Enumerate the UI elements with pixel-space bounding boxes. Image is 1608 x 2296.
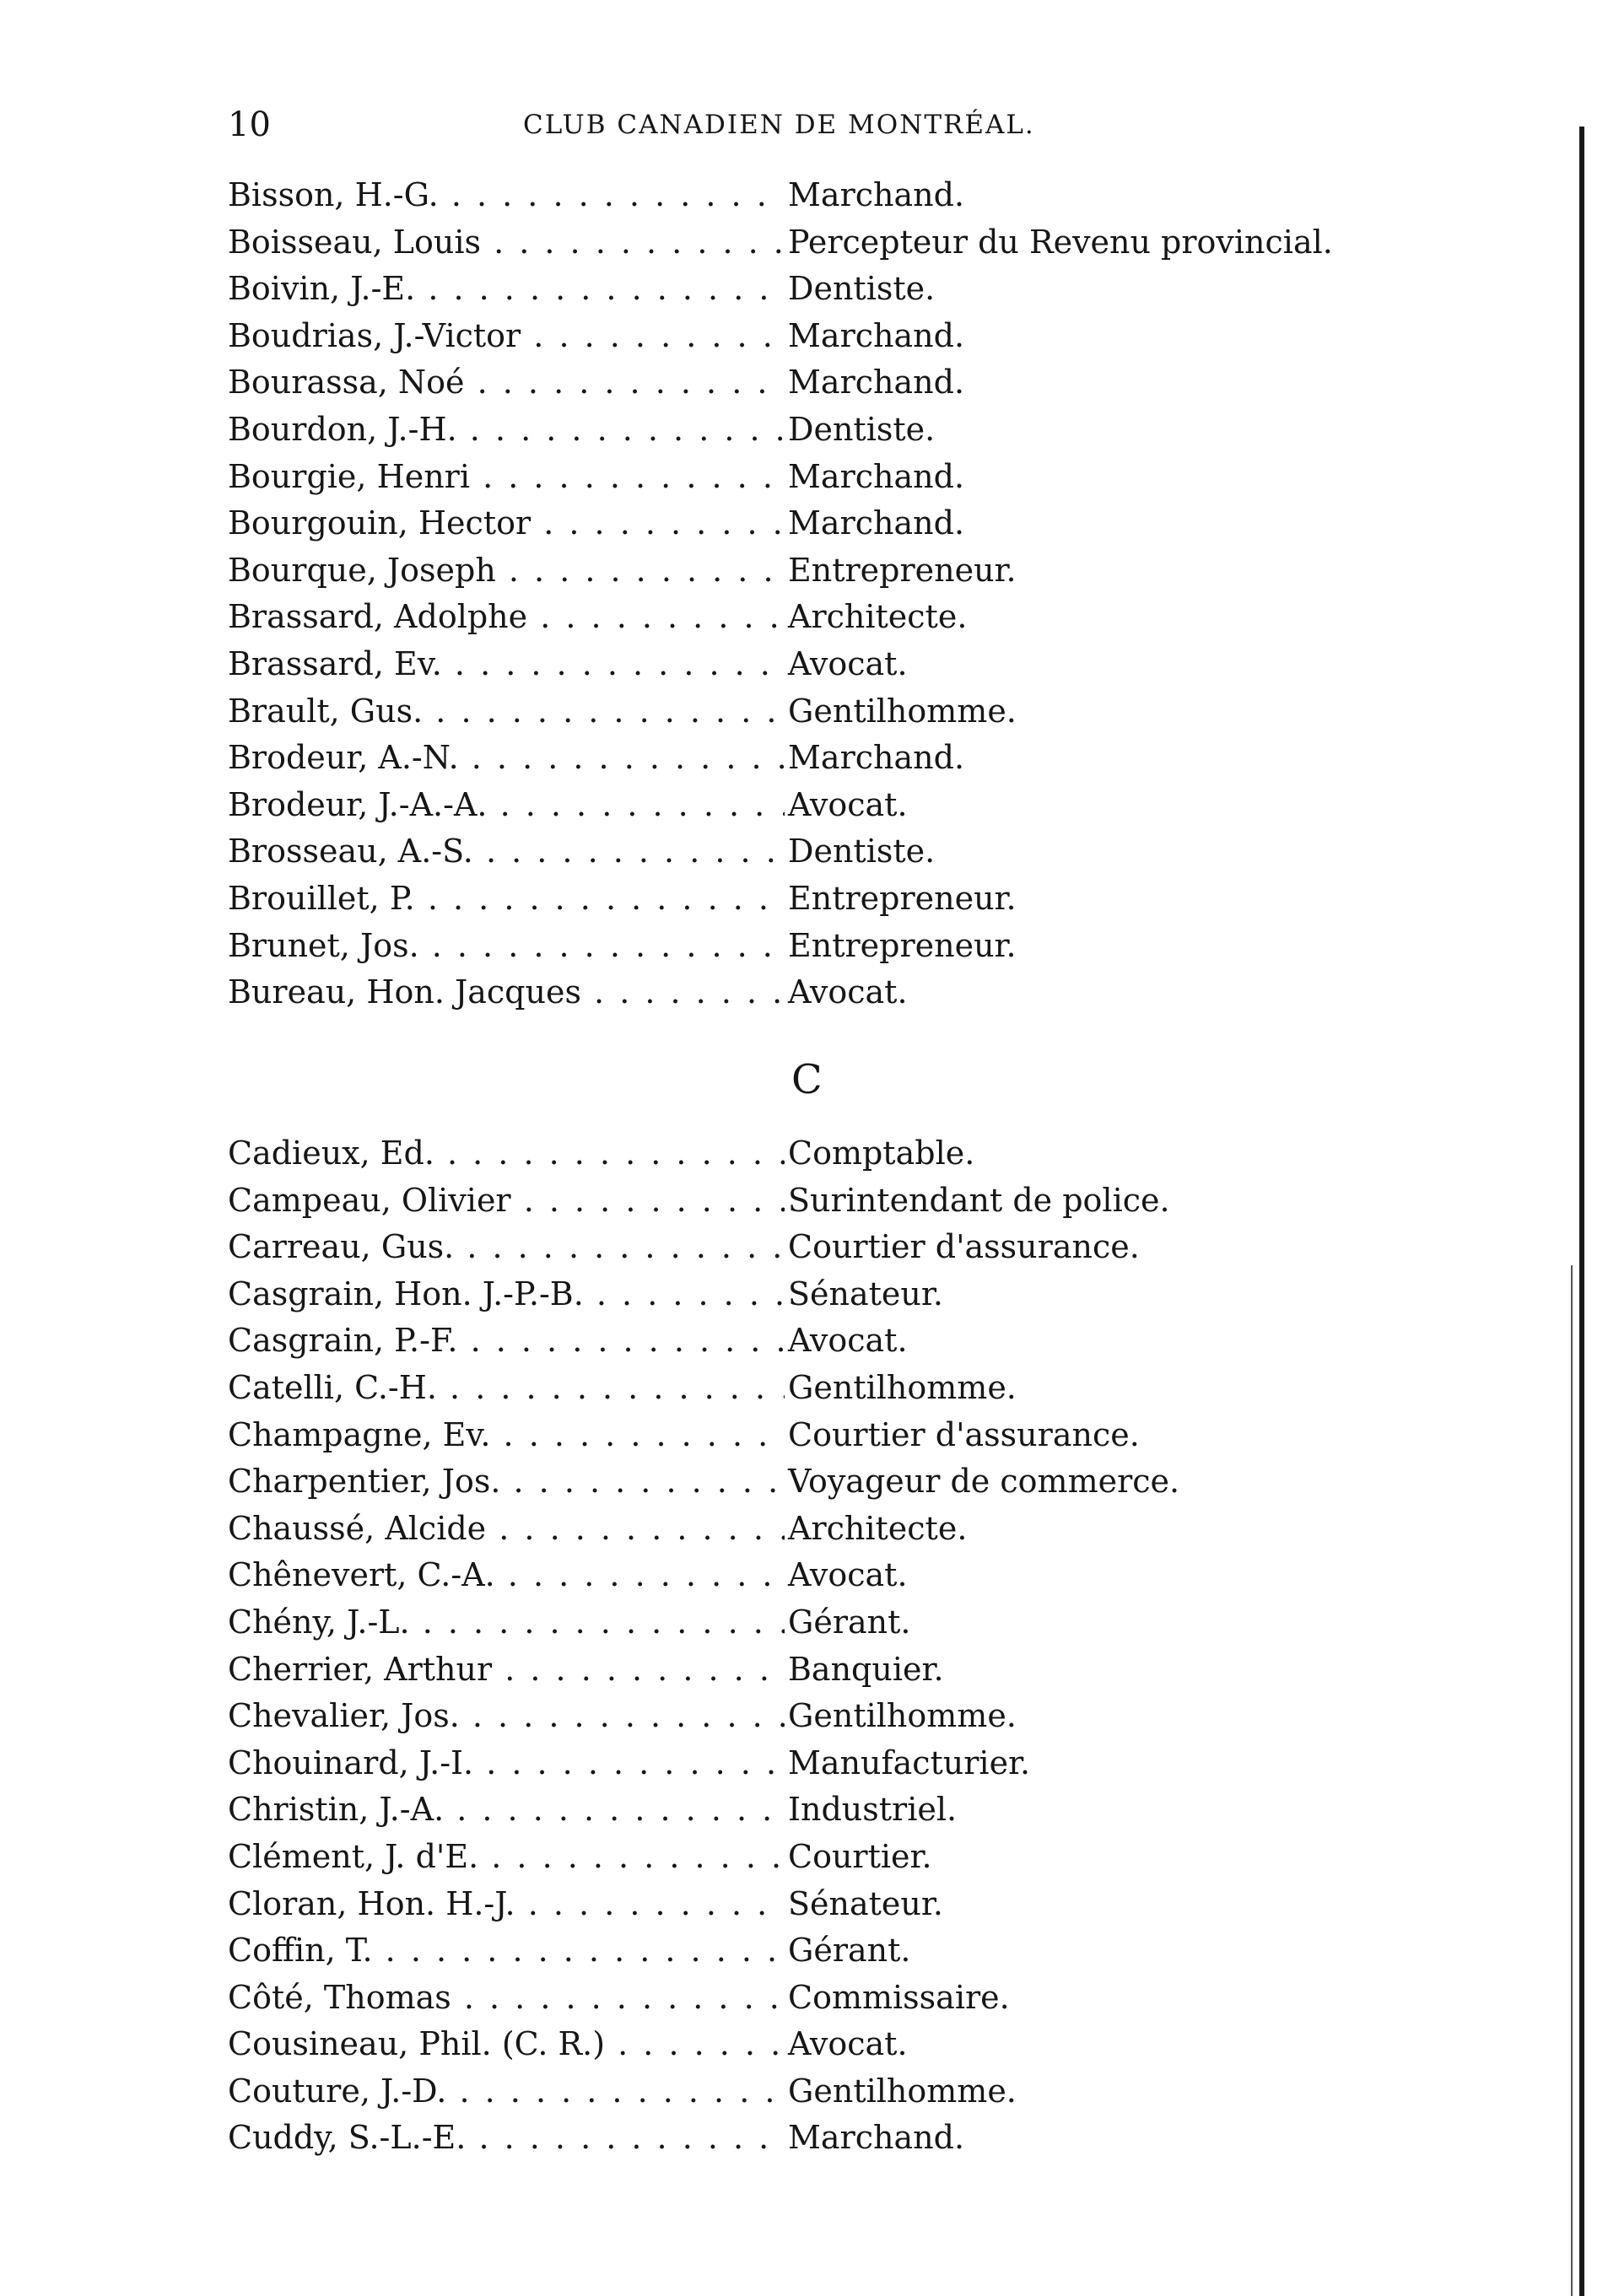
member-name: Chaussé, Alcide . . . [228, 1506, 785, 1553]
member-occupation: Marchand. [788, 2119, 965, 2157]
member-occupation: Marchand. [788, 739, 965, 777]
member-name: Carreau, Gus. . . . [228, 1224, 785, 1271]
member-name: Cadieux, Ed. . . . [228, 1130, 785, 1178]
member-row [228, 1881, 1409, 1928]
member-row [228, 454, 1409, 501]
member-row [228, 1412, 1409, 1459]
member-occupation: Gérant. [788, 1932, 911, 1970]
member-occupation: Comptable. [788, 1135, 975, 1172]
member-row [228, 1271, 1409, 1318]
member-name: Chény, J.-L. . . . [228, 1599, 785, 1647]
member-row [228, 1647, 1409, 1694]
member-name: Brosseau, A.-S. . . . [228, 828, 785, 876]
member-occupation: Commissaire. [788, 1978, 1010, 2016]
member-name: Bourdon, J.-H. . . . [228, 407, 785, 454]
member-occupation: Gentilhomme. [788, 1697, 1017, 1735]
member-occupation: Avocat. [788, 1556, 908, 1594]
member-occupation: Avocat. [788, 2025, 908, 2063]
member-row [228, 547, 1409, 595]
member-occupation: Marchand. [788, 316, 965, 354]
member-occupation: Courtier. [788, 1837, 932, 1875]
member-occupation: Dentiste. [788, 270, 936, 308]
member-occupation: Courtier d'assurance. [788, 1228, 1140, 1266]
member-occupation: Sénateur. [788, 1275, 943, 1312]
member-name: Brodeur, J.-A.-A. . . . [228, 782, 785, 829]
member-row [228, 1224, 1409, 1271]
member-occupation: Percepteur du Revenu provincial. [788, 223, 1333, 261]
page-number: 10 [228, 105, 271, 144]
member-row [228, 1318, 1409, 1365]
member-occupation: Gentilhomme. [788, 1368, 1017, 1406]
member-row [228, 735, 1409, 782]
member-row [228, 1458, 1409, 1506]
member-occupation: Surintendant de police. [788, 1181, 1170, 1219]
member-row [228, 1552, 1409, 1599]
member-row [228, 1178, 1409, 1225]
member-occupation: Dentiste. [788, 410, 936, 448]
member-name: Christin, J.-A. . . . [228, 1787, 785, 1834]
member-name: Cuddy, S.-L.-E. . . . [228, 2115, 785, 2162]
member-name: Brassard, Ev. . . . [228, 641, 785, 688]
member-row [228, 2068, 1409, 2115]
member-occupation: Courtier d'assurance. [788, 1415, 1140, 1453]
member-row [228, 1740, 1409, 1787]
member-name: Campeau, Olivier . . . [228, 1178, 785, 1225]
member-occupation: Manufacturier. [788, 1744, 1031, 1781]
member-name: Cherrier, Arthur . . . [228, 1647, 785, 1694]
member-occupation: Marchand. [788, 457, 965, 495]
member-occupation: Entrepreneur. [788, 926, 1017, 964]
member-name: Chouinard, J.-I. . . . [228, 1740, 785, 1787]
member-occupation: Marchand. [788, 364, 965, 402]
member-row [228, 1927, 1409, 1975]
member-row [228, 266, 1409, 313]
member-name: Boisseau, Louis . . . [228, 219, 785, 267]
member-occupation: Entrepreneur. [788, 879, 1017, 917]
member-occupation: Voyageur de commerce. [788, 1463, 1180, 1501]
member-name: Chevalier, Jos. . . . [228, 1693, 785, 1740]
member-row [228, 500, 1409, 547]
member-row [228, 172, 1409, 219]
member-row [228, 1130, 1409, 1178]
member-name: Brouillet, P. . . . [228, 876, 785, 923]
member-name: Bourgie, Henri . . . [228, 454, 785, 501]
member-name: Couture, J.-D. . . . [228, 2068, 785, 2115]
member-row [228, 594, 1409, 641]
member-occupation: Banquier. [788, 1650, 944, 1688]
member-occupation: Gentilhomme. [788, 2072, 1017, 2110]
member-name: Bourgouin, Hector . . . [228, 500, 785, 547]
member-name: Cousineau, Phil. (C. R.) . . . [228, 2021, 785, 2068]
page-edge-rule-thin [1571, 1265, 1573, 2296]
member-name: Bisson, H.-G. . . . [228, 172, 785, 219]
member-row [228, 407, 1409, 454]
member-occupation: Marchand. [788, 176, 965, 213]
member-occupation: Avocat. [788, 644, 908, 682]
member-row [228, 359, 1409, 407]
member-row [228, 641, 1409, 688]
member-row [228, 828, 1409, 876]
member-row [228, 782, 1409, 829]
member-row [228, 1693, 1409, 1740]
member-row [228, 1787, 1409, 1834]
member-name: Brodeur, A.-N. . . . [228, 735, 785, 782]
member-row [228, 2115, 1409, 2162]
member-name: Champagne, Ev. . . . [228, 1412, 785, 1459]
member-name: Casgrain, Hon. J.-P.-B. . . . [228, 1271, 785, 1318]
member-row [228, 313, 1409, 360]
member-occupation: Architecte. [788, 1509, 968, 1547]
member-occupation: Sénateur. [788, 1884, 943, 1922]
member-occupation: Avocat. [788, 973, 908, 1011]
member-name: Catelli, C.-H. . . . [228, 1365, 785, 1412]
member-name: Charpentier, Jos. . . . [228, 1458, 785, 1506]
member-row [228, 1599, 1409, 1647]
running-title: CLUB CANADIEN DE MONTRÉAL. [523, 110, 1035, 140]
member-list-c [228, 1130, 1409, 2162]
member-row [228, 876, 1409, 923]
member-name: Brault, Gus. . . . [228, 688, 785, 736]
member-name: Casgrain, P.-F. . . . [228, 1318, 785, 1365]
member-name: Brunet, Jos. . . . [228, 923, 785, 970]
member-occupation: Dentiste. [788, 833, 936, 870]
member-row [228, 969, 1409, 1016]
member-occupation: Industriel. [788, 1791, 958, 1829]
member-occupation: Gérant. [788, 1603, 911, 1641]
member-row [228, 1975, 1409, 2022]
page-header [228, 100, 1358, 150]
member-row [228, 1834, 1409, 1881]
member-name: Bureau, Hon. Jacques . . . [228, 969, 785, 1016]
member-occupation: Avocat. [788, 1322, 908, 1360]
member-name: Cloran, Hon. H.-J. . . . [228, 1881, 785, 1928]
member-row [228, 219, 1409, 267]
member-name: Bourque, Joseph . . . [228, 547, 785, 595]
member-list-b [228, 172, 1409, 1016]
member-name: Bourassa, Noé . . . [228, 359, 785, 407]
member-row [228, 688, 1409, 736]
member-name: Chênevert, C.-A. . . . [228, 1552, 785, 1599]
member-name: Clément, J. d'E. . . . [228, 1834, 785, 1881]
section-letter-c: C [791, 1056, 823, 1103]
member-occupation: Entrepreneur. [788, 551, 1017, 589]
member-name: Brassard, Adolphe . . . [228, 594, 785, 641]
member-occupation: Marchand. [788, 504, 965, 542]
member-row [228, 1365, 1409, 1412]
member-row [228, 923, 1409, 970]
member-row [228, 1506, 1409, 1553]
page-edge-rule [1579, 127, 1584, 2296]
member-occupation: Avocat. [788, 785, 908, 823]
member-name: Coffin, T. . . . [228, 1927, 785, 1975]
member-name: Boudrias, J.-Victor . . . [228, 313, 785, 360]
member-row [228, 2021, 1409, 2068]
member-occupation: Gentilhomme. [788, 692, 1017, 730]
member-name: Côté, Thomas . . . [228, 1975, 785, 2022]
member-occupation: Architecte. [788, 598, 968, 636]
member-name: Boivin, J.-E. . . . [228, 266, 785, 313]
